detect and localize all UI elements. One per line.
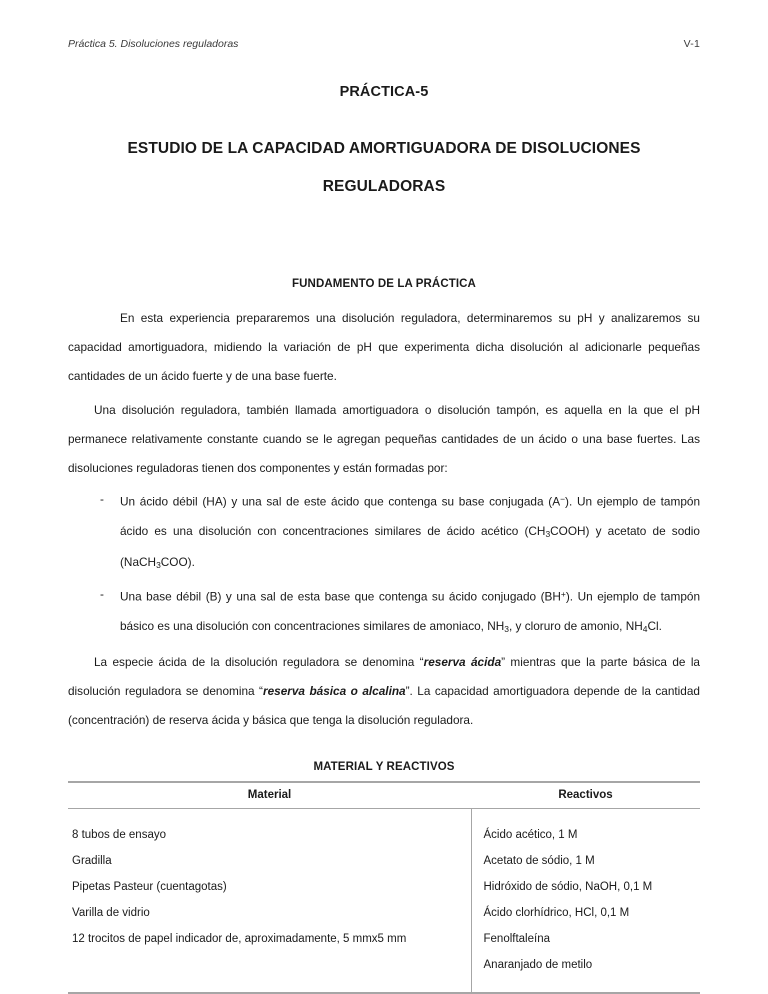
bullet-1-subscript-3a: 3 — [545, 528, 551, 539]
list-item: Ácido acético, 1 M — [483, 828, 578, 841]
fundamento-paragraph-2: Una disolución reguladora, también llamada amortiguadora o disolución tampón, es aquella en la que el pH permanece relativamente constante cuando se le agregan pequeñas cantidades de un ácido o una base fuertes. Las disoluciones reguladoras tienen dos componentes y están formadas por: — [68, 403, 700, 475]
fundamento-heading: FUNDAMENTO DE LA PRÁCTICA — [292, 278, 476, 290]
bullet-2-subscript-3: 3 — [504, 623, 509, 634]
bullet-1-part2: ). Un ejemplo de tampón ácido es una disolución con concentraciones similares de ácido acético (CH — [120, 494, 701, 538]
list-item: Anaranjado de metilo — [483, 958, 593, 971]
list-item: Pipetas Pasteur (cuentagotas) — [72, 880, 227, 893]
buffer-components-list — [68, 485, 700, 644]
table-header-row — [68, 782, 700, 809]
list-item: Hidróxido de sódio, NaOH, 0,1 M — [483, 880, 653, 893]
list-item — [68, 580, 700, 643]
bullet-2-part3: , y cloruro de amonio, NH — [508, 618, 643, 633]
list-item: Fenolftaleína — [483, 932, 550, 945]
list-item: Ácido clorhídrico, HCl, 0,1 M — [483, 906, 630, 919]
bullet-2-subscript-4: 4 — [642, 623, 648, 634]
term-reserva-acida: reserva ácida — [423, 654, 502, 669]
document-main-title — [68, 130, 700, 206]
running-header-page-code: V-1 — [683, 38, 700, 50]
bullet-2-part1: Una base débil (B) y una sal de esta base que contenga su ácido conjugado (BH — [120, 589, 561, 604]
bullet-1-part3: COOH) y acetato de sodio (NaCH — [120, 523, 700, 570]
table-row — [68, 808, 700, 993]
bullet-1-superscript-minus: − — [560, 494, 566, 504]
page-content — [68, 38, 700, 994]
materials-heading: MATERIAL Y REACTIVOS — [313, 760, 455, 773]
column-header-material: Material — [68, 782, 471, 809]
column-header-reactivos: Reactivos — [471, 782, 700, 809]
paragraph-3-segment-2: ” mientras que la parte básica de la disolución reguladora se denomina “ — [68, 654, 700, 698]
practice-number-title: PRÁCTICA-5 — [339, 84, 429, 100]
document-main-title-line1: ESTUDIO DE LA CAPACIDAD AMORTIGUADORA DE DISOLUCIONES — [127, 140, 641, 157]
material-cell — [68, 808, 471, 993]
bullet-1-subscript-3b: 3 — [156, 560, 161, 571]
reactivos-cell — [471, 808, 700, 993]
fundamento-paragraph-1: En esta experiencia prepararemos una disolución reguladora, determinaremos su pH y analizaremos su capacidad amortiguadora, midiendo la variación de pH que experimenta dicha disolución al adicionarle pequeñas cantidades de un ácido fuerte y de una base fuerte. — [68, 311, 700, 383]
document-main-title-line2: REGULADORAS — [322, 178, 446, 195]
fundamento-paragraph-3 — [68, 648, 700, 735]
running-header-left: Práctica 5. Disoluciones reguladoras — [68, 38, 239, 50]
list-item: Gradilla — [72, 854, 112, 867]
list-dash-marker: - — [100, 492, 104, 506]
paragraph-3-segment-1: La especie ácida de la disolución reguladora se denomina “ — [94, 654, 424, 669]
bullet-1-part4: COO). — [160, 555, 195, 570]
bullet-1-part1: Un ácido débil (HA) y una sal de este ácido que contenga su base conjugada (A — [120, 494, 561, 509]
list-item: 12 trocitos de papel indicador de, aproximadamente, 5 mmx5 mm — [72, 932, 407, 945]
list-item: 8 tubos de ensayo — [72, 828, 166, 841]
running-header — [68, 38, 700, 50]
list-dash-marker: - — [100, 587, 104, 602]
materials-table — [68, 781, 700, 994]
bullet-2-superscript-plus: + — [560, 589, 566, 600]
paragraph-3-segment-3: ”. La capacidad amortiguadora depende de la cantidad (concentración) de reserva ácida y básica que tenga la disolución reguladora. — [68, 683, 700, 727]
list-item: Acetato de sódio, 1 M — [483, 854, 595, 867]
list-item: Varilla de vidrio — [72, 906, 150, 919]
term-reserva-basica: reserva básica o alcalina — [262, 683, 406, 698]
list-item — [68, 485, 700, 580]
bullet-2-part2: ). Un ejemplo de tampón básico es una disolución con concentraciones similares de amoniaco, NH — [120, 589, 701, 633]
bullet-2-part4: Cl. — [647, 618, 662, 633]
